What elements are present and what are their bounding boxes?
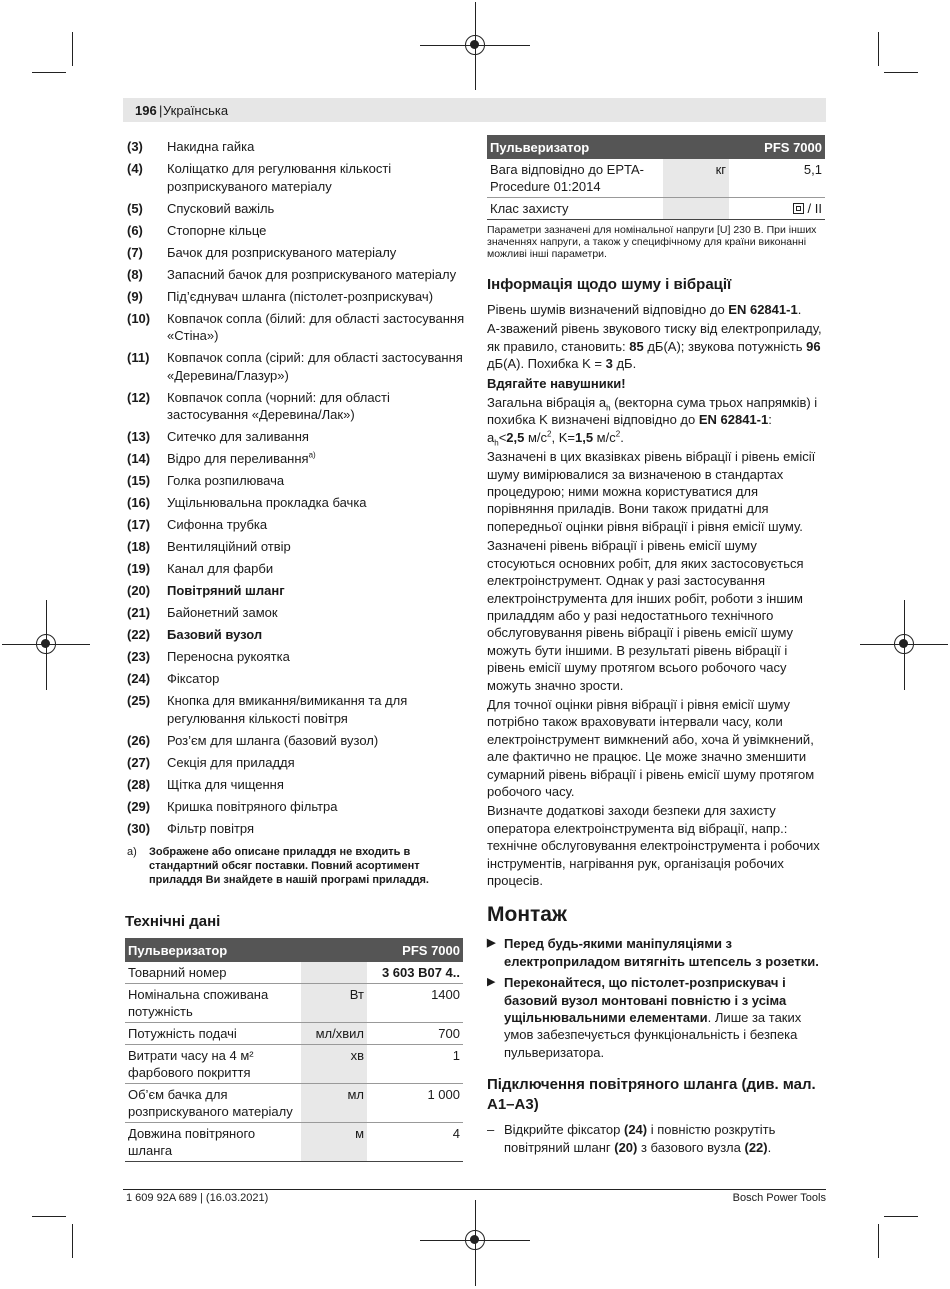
table-header-product: Пульверизатор (487, 135, 729, 159)
list-item (125, 472, 465, 490)
parts-list (125, 138, 465, 837)
item-text: Стопорне кільце (167, 222, 267, 238)
list-item (125, 692, 465, 727)
footnote-mark: a) (127, 846, 137, 858)
noise-paragraph-3 (487, 394, 827, 446)
step-item (487, 1121, 827, 1156)
row-value: 4 (367, 1123, 463, 1162)
row-label: Довжина повітряного шланга (125, 1123, 301, 1162)
list-item (125, 560, 465, 578)
item-number: (16) (127, 495, 151, 510)
item-number: (19) (127, 561, 151, 576)
text-span: з базового вузла (637, 1139, 745, 1155)
row-unit: мл (301, 1084, 367, 1123)
item-text: Ущільнювальна прокладка бачка (167, 495, 367, 510)
tech-data-rows (125, 962, 463, 1162)
tech-data-title: Технічні дані (125, 913, 221, 930)
row-label: Вага відповідно до EPTA-Procedure 01:2014 (487, 159, 663, 198)
list-item (125, 222, 465, 240)
header-language: Українська (163, 103, 229, 118)
value-span: 2,5 (506, 429, 525, 445)
list-item (125, 349, 465, 384)
registration-mark-icon (465, 1230, 485, 1250)
table-row (125, 1023, 463, 1045)
superscript: 2 (615, 429, 621, 439)
item-number: (13) (127, 429, 151, 444)
text-span: . (767, 1139, 772, 1155)
arrow-icon: ▶ (487, 937, 496, 950)
crop-mark (884, 1216, 918, 1217)
list-item (125, 648, 465, 666)
dash-marker: – (487, 1122, 495, 1138)
list-item (125, 310, 465, 345)
footer-divider (123, 1189, 826, 1190)
text-span: , K= (551, 429, 575, 445)
list-item (125, 389, 465, 424)
text-span: Загальна вібрація a (487, 395, 607, 411)
protection-class-icon (793, 203, 804, 214)
noise-title: Інформація щодо шуму і вібрації (487, 276, 732, 293)
row-unit: мл/хвил (301, 1023, 367, 1045)
table-row (487, 198, 825, 220)
list-item (125, 626, 465, 644)
page-header (123, 98, 826, 122)
noise-paragraph-4: Зазначені в цих вказівках рівень вібрації і рівень емісії шуму вимірювалися за визначеною в стандартах процедурою; ними можна користуватися для порівняння приладів. Вони також придатні для попередньої оцінки рівня вібрації і рівня емісії шуму. (487, 449, 816, 534)
ref-number: (22) (744, 1139, 768, 1155)
row-unit (301, 962, 367, 984)
item-text: Спусковий важіль (167, 200, 275, 216)
list-item (125, 266, 465, 284)
row-unit: кг (663, 159, 729, 198)
text-span: Рівень шумів визначений відповідно до (487, 302, 729, 317)
list-item (125, 798, 465, 816)
item-text: Кнопка для вмикання/вимикання та для регулювання кількості повітря (167, 693, 408, 726)
item-number: (14) (127, 451, 151, 466)
list-item (125, 754, 465, 772)
right-column (487, 135, 827, 1156)
tech-data-table-continued (487, 135, 825, 220)
item-text: Ковпачок сопла (білий: для області застосування «Стіна») (167, 310, 465, 343)
item-text: Ковпачок сопла (чорний: для області застосування «Деревина/Лак») (167, 389, 390, 422)
item-text: Вентиляційний отвір (167, 539, 291, 554)
item-text: Базовий вузол (167, 627, 263, 642)
table-header-model: PFS 7000 (367, 938, 463, 962)
text-span: м/с (593, 429, 616, 445)
item-number: (28) (127, 776, 151, 792)
item-number: (25) (127, 693, 151, 708)
ear-protection-warning: Вдягайте навушники! (487, 375, 626, 391)
row-label: Номінальна споживана потужність (125, 984, 301, 1023)
item-number: (20) (127, 583, 151, 598)
item-text: Щітка для чищення (167, 776, 284, 792)
row-label: Об’єм бачка для розприскуваного матеріалу (125, 1084, 301, 1123)
ref-number: (24) (623, 1122, 648, 1138)
row-unit: хв (301, 1045, 367, 1084)
noise-paragraph-1 (487, 301, 827, 318)
item-number: (30) (127, 820, 151, 836)
list-item (125, 450, 465, 468)
row-label: Клас захисту (487, 198, 663, 220)
item-number: (4) (127, 161, 143, 176)
item-text: Ковпачок сопла (сірий: для області застосування «Деревина/Глазур») (167, 350, 463, 383)
standard-ref: EN 62841-1 (728, 302, 798, 317)
item-text: Фіксатор (167, 671, 220, 686)
header-separator: | (159, 103, 163, 118)
text-span: : (768, 412, 772, 428)
text-span: . (797, 302, 802, 317)
text-span: дБ(A); звукова потужність (643, 338, 807, 354)
list-item (125, 138, 465, 156)
row-value: 700 (367, 1023, 463, 1045)
item-text: Переносна рукоятка (167, 649, 290, 664)
list-item (125, 516, 465, 534)
instruction-text: . Лише за таких умов забезпечується функціональність і безпека пульверизатора. (504, 1010, 802, 1060)
list-item (125, 604, 465, 622)
safety-instruction-1 (487, 935, 827, 970)
item-number: (12) (127, 389, 151, 405)
protection-class-value: / II (807, 201, 822, 216)
list-item (125, 244, 465, 262)
row-value (729, 198, 825, 220)
item-number: (15) (127, 473, 151, 488)
item-text: Запасний бачок для розприскуваного матеріалу (167, 266, 457, 282)
crop-mark (878, 1224, 879, 1258)
row-label: Товарний номер (125, 962, 301, 984)
registration-mark-icon (36, 634, 56, 654)
list-item (125, 776, 465, 794)
tech-data-table (125, 938, 463, 1162)
text-span: А-зважений рівень звукового тиску від електроприладу, як правило, становить: (487, 321, 822, 354)
item-text: Секція для приладдя (167, 754, 295, 770)
item-number: (21) (127, 605, 151, 620)
row-value: 3 603 B07 4.. (367, 962, 463, 984)
item-text: Відро для переливання (167, 451, 309, 466)
value-span: 3 (605, 356, 613, 372)
item-text: Коліщатко для регулювання кількості розприскуваного матеріалу (167, 161, 392, 194)
item-text: Під’єднувач шланга (пістолет-розприскувач) (167, 288, 434, 304)
crop-mark (878, 32, 879, 66)
noise-paragraph-5: Зазначені рівень вібрації і рівень емісії шуму стосуються основних робіт, для яких застосовується електроінструмент. Однак у разі застосування електроінструмента для інших робіт, роботи з іншим приладдям або у разі недостатнього технічного обслуговування рівень вібрації і рівень емісії шуму можуть бути іншими. В результаті рівень вібрації і рівень емісії шуму протягом всього робочого часу можуть значно зрости. (487, 538, 804, 693)
table-row (125, 1123, 463, 1162)
row-value: 1 000 (367, 1084, 463, 1123)
list-item (125, 160, 465, 195)
item-number: (6) (127, 222, 143, 238)
page-number: 196 (135, 103, 157, 118)
item-text: Канал для фарби (167, 561, 274, 576)
list-item (125, 732, 465, 750)
crop-mark (72, 32, 73, 66)
item-number: (9) (127, 288, 143, 304)
noise-paragraph-2 (487, 320, 827, 372)
row-label: Потужність подачі (125, 1023, 301, 1045)
subscript: h (606, 403, 611, 413)
list-item (125, 582, 465, 600)
item-text: Ситечко для заливання (167, 429, 309, 444)
list-item (125, 428, 465, 446)
text-span: і повністю розкрутіть повітряний шланг (504, 1122, 776, 1155)
crop-mark (884, 72, 918, 73)
item-number: (11) (127, 350, 150, 365)
text-span: Відкрийте фіксатор (504, 1122, 624, 1138)
table-row (125, 1084, 463, 1123)
footer-doc-number: 1 609 92A 689 | (16.03.2021) (126, 1192, 269, 1204)
table-note: Параметри зазначені для номінальної напруги [U] 230 В. При інших значеннях напруги, а також у специфічному для країни виконанні можливі інші параметри. (487, 224, 817, 260)
item-number: (8) (127, 266, 143, 282)
footnote-text: Зображене або описане приладдя не входить в стандартний обсяг поставки. Повний асортимент приладдя Ви знайдете в нашій програмі приладдя. (149, 846, 429, 886)
noise-paragraph-7: Визначте додаткові заходи безпеки для захисту оператора електроінструмента від вібрації, напр.: технічне обслуговування електроінструмента і робочих інструментів, нагрівання рук, організація робочих процесів. (487, 803, 820, 888)
arrow-icon: ▶ (487, 976, 496, 989)
list-item (125, 200, 465, 218)
row-value: 5,1 (729, 159, 825, 198)
row-label: Витрати часу на 4 м² фарбового покриття (125, 1045, 301, 1084)
row-unit: Вт (301, 984, 367, 1023)
table-header-row (125, 938, 463, 962)
instruction-text: Перед будь-якими маніпуляціями з електроприладом витягніть штепсель з розетки. (504, 936, 819, 969)
text-span: . (620, 429, 624, 445)
table-header-model: PFS 7000 (729, 135, 825, 159)
item-text: Байонетний замок (167, 605, 278, 620)
item-text: Сифонна трубка (167, 517, 268, 532)
item-number: (17) (127, 517, 151, 532)
list-item (125, 494, 465, 512)
standard-ref: EN 62841-1 (698, 412, 769, 428)
value-span: 96 (806, 338, 821, 354)
item-number: (3) (127, 139, 143, 154)
crop-mark (32, 1216, 66, 1217)
item-text: Фільтр повітря (167, 820, 255, 836)
item-number: (5) (127, 200, 143, 216)
text-span: < (498, 429, 507, 445)
subscript: h (494, 438, 499, 448)
instruction-text: Переконайтеся, що пістолет-розприскувач і базовий вузол монтовані повністю і з усіма ущільнювальними елементами (504, 975, 787, 1026)
montazh-title: Монтаж (487, 903, 567, 927)
value-span: 85 (629, 338, 644, 354)
item-number: (27) (127, 754, 151, 770)
text-span: м/с (524, 429, 548, 445)
item-text: Накидна гайка (167, 139, 255, 154)
row-unit (663, 198, 729, 220)
crop-mark (32, 72, 66, 73)
table-row (125, 1045, 463, 1084)
item-number: (26) (127, 732, 151, 748)
registration-mark-icon (894, 634, 914, 654)
list-item (125, 538, 465, 556)
item-number: (18) (127, 539, 151, 554)
footer-brand: Bosch Power Tools (732, 1192, 826, 1204)
item-number: (22) (127, 627, 151, 642)
table-row (125, 984, 463, 1023)
table-header-row (487, 135, 825, 159)
row-value: 1400 (367, 984, 463, 1023)
table-row (487, 159, 825, 198)
item-text: Повітряний шланг (167, 583, 285, 598)
footnote (125, 845, 465, 887)
item-text: Голка розпилювача (167, 473, 285, 488)
value-span: 1,5 (574, 429, 594, 445)
left-column (125, 138, 465, 1162)
item-text: Роз’єм для шланга (базовий вузол) (167, 732, 379, 748)
hose-connection-title: Підключення повітряного шланга (див. мал. A1–A3) (487, 1076, 816, 1114)
list-item (125, 820, 465, 838)
item-number: (24) (127, 671, 151, 686)
item-text: Бачок для розприскуваного матеріалу (167, 244, 397, 260)
noise-paragraph-6: Для точної оцінки рівня вібрації і рівня емісії шуму потрібно також враховувати інтервали часу, коли електроінструмент вимкнений або, хоча й увімкнений, але фактично не працює. Це може значно зменшити сумарний рівень вібрації і рівень емісії шуму протягом робочого часу. (487, 696, 815, 799)
text-span: дБ(A). Похибка K = (487, 356, 606, 372)
text-span: a (487, 429, 495, 445)
ref-number: (20) (614, 1139, 638, 1155)
item-number: (29) (127, 798, 151, 814)
footnote-ref: a) (308, 450, 316, 460)
table-row (125, 962, 463, 984)
item-number: (7) (127, 244, 143, 260)
item-text: Кришка повітряного фільтра (167, 798, 338, 814)
item-number: (10) (127, 310, 151, 326)
item-number: (23) (127, 649, 151, 664)
crop-mark (72, 1224, 73, 1258)
list-item (125, 670, 465, 688)
table-header-product: Пульверизатор (125, 938, 367, 962)
registration-mark-icon (465, 35, 485, 55)
text-span: (векторна сума трьох напрямків) і похибка K визначені відповідно до (487, 395, 818, 428)
row-unit: м (301, 1123, 367, 1162)
safety-instruction-2 (487, 974, 827, 1061)
list-item (125, 288, 465, 306)
row-value: 1 (367, 1045, 463, 1084)
text-span: дБ. (612, 356, 637, 372)
superscript: 2 (547, 429, 552, 439)
